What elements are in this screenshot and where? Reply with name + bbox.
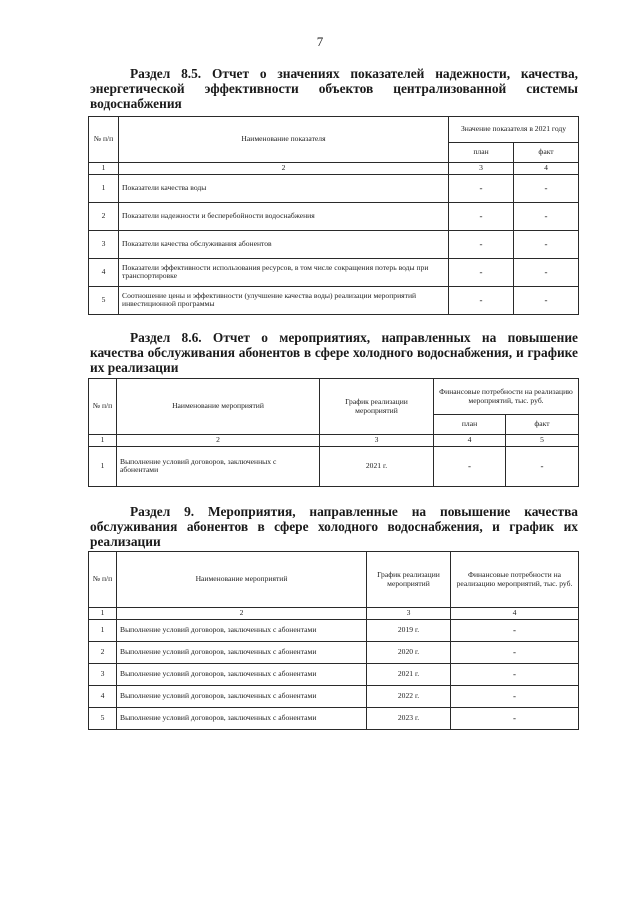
- column-number: 4: [514, 163, 579, 175]
- row-num: 5: [89, 707, 117, 729]
- row-name: Выполнение условий договоров, заключенных с абонентами: [117, 663, 367, 685]
- row-num: 5: [89, 286, 119, 314]
- row-num: 1: [89, 619, 117, 641]
- row-name: Выполнение условий договоров, заключенных с абонентами: [117, 619, 367, 641]
- row-finance: -: [451, 641, 579, 663]
- column-number: 4: [451, 608, 579, 620]
- table-row: [89, 258, 579, 286]
- header-fact: факт: [506, 415, 579, 435]
- column-number-row: [89, 163, 579, 175]
- section-8-6-title-text: Раздел 8.6. Отчет о мероприятиях, направленных на повышение качества обслуживания абонентов в сфере холодного водоснабжения, и графике их реализации: [90, 330, 578, 375]
- row-schedule: 2019 г.: [367, 619, 451, 641]
- table-row: [89, 641, 579, 663]
- header-indicator-name: Наименование показателя: [119, 117, 449, 163]
- header-finance-group: Финансовые потребности на реализацию мероприятий, тыс. руб.: [434, 379, 579, 415]
- row-name: Показатели качества обслуживания абонентов: [119, 230, 449, 258]
- header-plan: план: [449, 143, 514, 163]
- row-num: 3: [89, 230, 119, 258]
- header-schedule: График реализации мероприятий: [367, 552, 451, 608]
- row-finance: -: [451, 685, 579, 707]
- row-name: Выполнение условий договоров, заключенных с абонентами: [117, 707, 367, 729]
- table-row: [89, 663, 579, 685]
- section-8-5-table: [88, 116, 579, 315]
- row-fact: -: [514, 174, 579, 202]
- row-num: 2: [89, 641, 117, 663]
- row-fact: -: [514, 286, 579, 314]
- row-name: Показатели эффективности использования ресурсов, в том числе сокращения потерь воды при транспортировке: [119, 258, 449, 286]
- column-number: 1: [89, 608, 117, 620]
- row-plan: -: [449, 258, 514, 286]
- row-schedule: 2021 г.: [367, 663, 451, 685]
- row-plan: -: [449, 174, 514, 202]
- section-9-title: [90, 504, 578, 549]
- column-number: 5: [506, 435, 579, 447]
- table-row: [89, 707, 579, 729]
- row-plan: -: [449, 286, 514, 314]
- column-number: 2: [117, 608, 367, 620]
- section-8-6-table: [88, 378, 579, 487]
- row-fact: -: [514, 230, 579, 258]
- header-value-group: Значение показателя в 2021 году: [449, 117, 579, 143]
- row-schedule: 2021 г.: [320, 446, 434, 486]
- header-num: № п/п: [89, 117, 119, 163]
- row-finance: -: [451, 707, 579, 729]
- row-fact: -: [514, 202, 579, 230]
- table-row: [89, 619, 579, 641]
- row-num: 2: [89, 202, 119, 230]
- row-plan: -: [449, 230, 514, 258]
- table-row: [89, 202, 579, 230]
- table-row: [89, 685, 579, 707]
- header-measure-name: Наименование мероприятий: [117, 379, 320, 435]
- column-number-row: [89, 608, 579, 620]
- header-measure-name: Наименование мероприятий: [117, 552, 367, 608]
- row-schedule: 2022 г.: [367, 685, 451, 707]
- row-fact: -: [514, 258, 579, 286]
- column-number-row: [89, 435, 579, 447]
- row-num: 4: [89, 258, 119, 286]
- section-8-5-title-text: Раздел 8.5. Отчет о значениях показателей надежности, качества, энергетической эффективности объектов централизованной системы водоснабжения: [90, 66, 578, 111]
- header-schedule: График реализации мероприятий: [320, 379, 434, 435]
- table-row: [89, 446, 579, 486]
- row-plan: -: [449, 202, 514, 230]
- table-row: [89, 174, 579, 202]
- page-number: 7: [316, 34, 324, 49]
- section-8-5-title: [90, 66, 578, 111]
- header-num: № п/п: [89, 379, 117, 435]
- row-num: 4: [89, 685, 117, 707]
- row-name: Показатели качества воды: [119, 174, 449, 202]
- column-number: 3: [320, 435, 434, 447]
- column-number: 2: [119, 163, 449, 175]
- row-name: Выполнение условий договоров, заключенных с абонентами: [117, 446, 320, 486]
- row-finance: -: [451, 663, 579, 685]
- table-row: [89, 286, 579, 314]
- column-number: 3: [367, 608, 451, 620]
- row-fact: -: [506, 446, 579, 486]
- row-schedule: 2020 г.: [367, 641, 451, 663]
- row-num: 1: [89, 446, 117, 486]
- header-num: № п/п: [89, 552, 117, 608]
- section-8-6-title: [90, 330, 578, 375]
- row-num: 3: [89, 663, 117, 685]
- row-name: Выполнение условий договоров, заключенных с абонентами: [117, 641, 367, 663]
- column-number: 1: [89, 435, 117, 447]
- row-num: 1: [89, 174, 119, 202]
- column-number: 3: [449, 163, 514, 175]
- row-schedule: 2023 г.: [367, 707, 451, 729]
- section-9-table: [88, 551, 579, 730]
- column-number: 4: [434, 435, 506, 447]
- header-fact: факт: [514, 143, 579, 163]
- section-9-title-text: Раздел 9. Мероприятия, направленные на повышение качества обслуживания абонентов в сфере холодного водоснабжения, и график их реализации: [90, 504, 578, 549]
- row-name: Соотношение цены и эффективности (улучшение качества воды) реализации мероприятий инвестиционной программы: [119, 286, 449, 314]
- column-number: 2: [117, 435, 320, 447]
- row-name: Показатели надежности и бесперебойности водоснабжения: [119, 202, 449, 230]
- column-number: 1: [89, 163, 119, 175]
- row-finance: -: [451, 619, 579, 641]
- row-plan: -: [434, 446, 506, 486]
- header-plan: план: [434, 415, 506, 435]
- row-name: Выполнение условий договоров, заключенных с абонентами: [117, 685, 367, 707]
- table-row: [89, 230, 579, 258]
- header-finance: Финансовые потребности на реализацию мероприятий, тыс. руб.: [451, 552, 579, 608]
